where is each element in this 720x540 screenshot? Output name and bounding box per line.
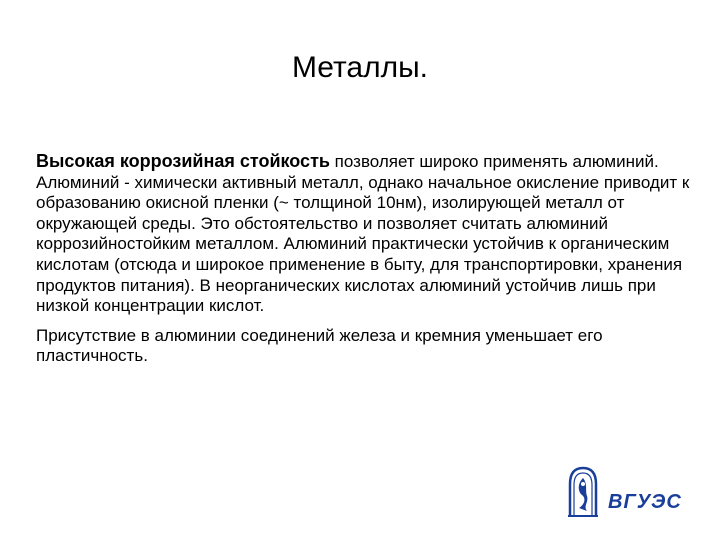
slide-title: Металлы. — [291, 51, 428, 84]
slide-body — [36, 151, 696, 367]
university-logo — [565, 464, 685, 520]
paragraph-plasticity: Присутствие в алюминии соединений железа и кремния уменьшает его пластичность. — [36, 325, 603, 366]
paragraph-corrosion — [36, 151, 696, 317]
university-emblem-icon — [565, 464, 601, 518]
paragraph-text: позволяет широко применять алюминий. Алюминий - химически активный металл, однако начальное окисление приводит к образованию окисной пленки (~ толщиной 10нм), изолирующей металл от окружающей среды. Это обстоятельство и позволяет считать алюминий коррозийностойким металлом. Алюминий практически устойчив к органическим кислотам (отсюда и широкое применение в быту, для транспортировки, хранения продуктов питания). В неорганических кислотах алюминий устойчив лишь при низкой концентрации кислот. — [36, 152, 690, 316]
university-logo-text: ВГУЭС — [608, 491, 682, 513]
paragraph-lead: Высокая коррозийная стойкость — [36, 151, 330, 171]
